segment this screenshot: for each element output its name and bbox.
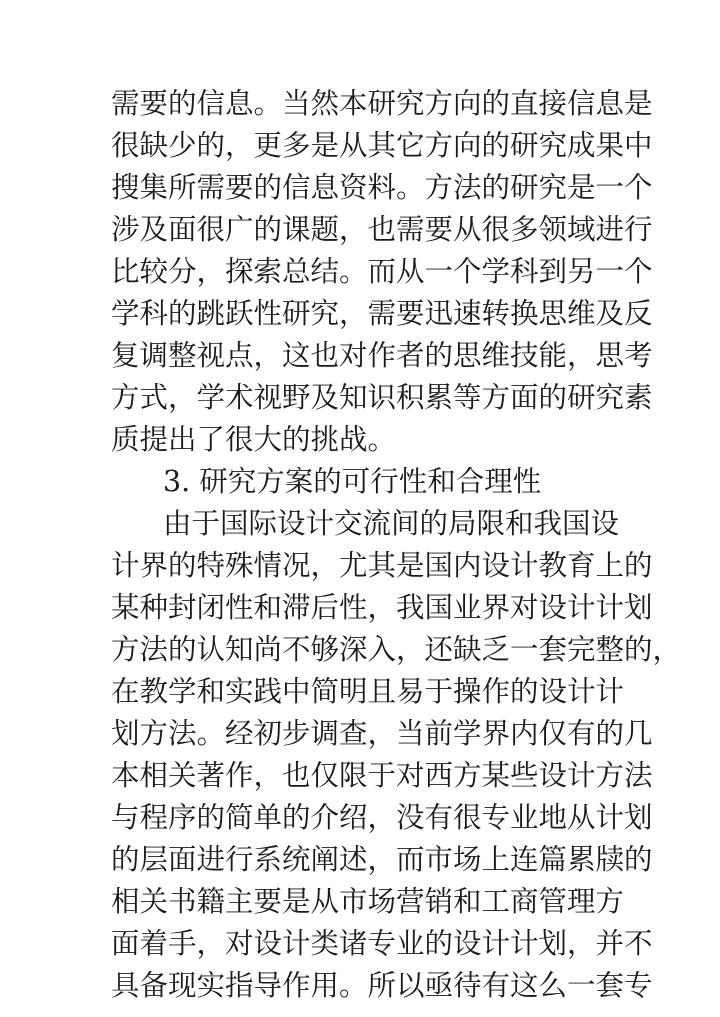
text-line: 面着手，对设计类诸专业的设计计划，并不 xyxy=(111,927,653,960)
text-line: 与程序的简单的介绍，没有很专业地从计划 xyxy=(111,801,653,834)
text-line: 在教学和实践中简明且易于操作的设计计 xyxy=(111,675,625,708)
text-line: 涉及面很广的课题，也需要从很多领域进行 xyxy=(111,213,653,246)
text-line: 很缺少的，更多是从其它方向的研究成果中 xyxy=(111,129,653,162)
text-line: 某种封闭性和滞后性，我国业界对设计计划 xyxy=(111,591,653,624)
text-line: 划方法。经初步调查，当前学界内仅有的几 xyxy=(111,717,653,750)
text-line: 搜集所需要的信息资料。方法的研究是一个 xyxy=(111,171,653,204)
text-line: 具备现实指导作用。所以亟待有这么一套专 xyxy=(111,969,653,1002)
text-line: 相关书籍主要是从市场营销和工商管理方 xyxy=(111,885,625,918)
paragraph-first-line: 由于国际设计交流间的局限和我国设 xyxy=(163,507,620,540)
text-line: 质提出了很大的挑战。 xyxy=(111,423,397,456)
text-line: 本相关著作，也仅限于对西方某些设计方法 xyxy=(111,759,653,792)
text-line: 方法的认知尚不够深入，还缺乏一套完整的， xyxy=(111,633,682,666)
text-line: 比较分，探索总结。而从一个学科到另一个 xyxy=(111,255,653,288)
text-line: 的层面进行系统阐述，而市场上连篇累牍的 xyxy=(111,843,653,876)
text-line: 复调整视点，这也对作者的思维技能，思考 xyxy=(111,339,653,372)
text-line: 需要的信息。当然本研究方向的直接信息是 xyxy=(111,87,653,120)
text-line: 学科的跳跃性研究，需要迅速转换思维及反 xyxy=(111,297,653,330)
text-line: 计界的特殊情况，尤其是国内设计教育上的 xyxy=(111,549,653,582)
section-heading: 3. 研究方案的可行性和合理性 xyxy=(163,465,542,498)
text-line: 方式，学术视野及知识积累等方面的研究素 xyxy=(111,381,653,414)
